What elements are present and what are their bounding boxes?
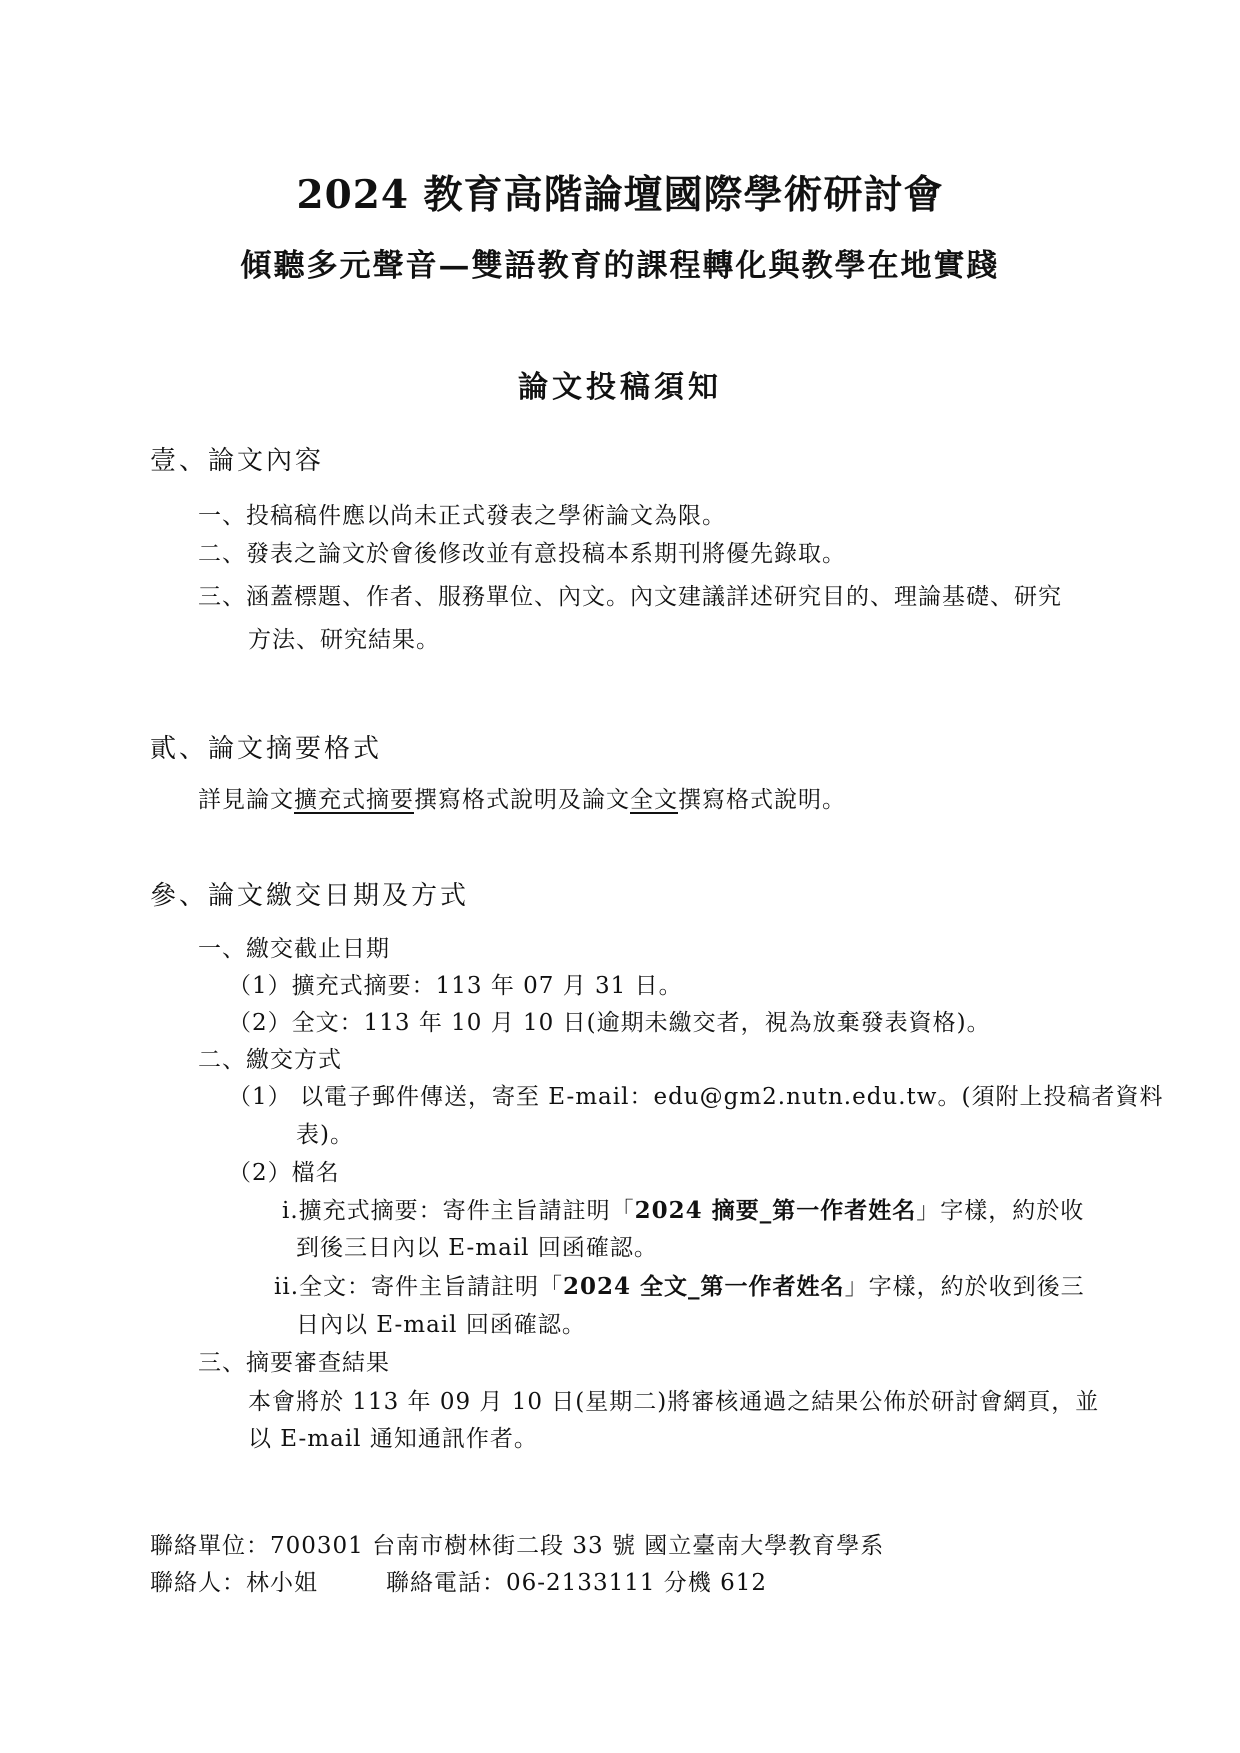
deadline-fullpaper: （2）全文：113 年 10 月 10 日(逾期未繳交者，視為放棄發表資格)。	[228, 1010, 991, 1036]
filename-fullpaper-cont: 日內以 E-mail 回函確認。	[296, 1312, 586, 1338]
method-title: 二、繳交方式	[198, 1047, 342, 1073]
deadline-title: 一、繳交截止日期	[198, 936, 390, 962]
list-item: 三、涵蓋標題、作者、服務單位、內文。內文建議詳述研究目的、理論基礎、研究	[198, 584, 1062, 610]
section-2-heading: 貳、論文摘要格式	[150, 734, 383, 764]
filename-fullpaper-post: 」字樣，約於收到後三	[844, 1274, 1085, 1300]
deadline-abstract: （1）擴充式摘要：113 年 07 月 31 日。	[228, 973, 683, 999]
contact-unit: 聯絡單位：700301 台南市樹林街二段 33 號 國立臺南大學教育學系	[150, 1533, 885, 1559]
filename-abstract-post: 」字樣，約於收	[916, 1198, 1085, 1224]
section-3-heading: 參、論文繳交日期及方式	[150, 881, 470, 911]
filename-abstract-cont: 到後三日內以 E-mail 回函確認。	[296, 1235, 658, 1261]
notice-heading: 論文投稿須知	[518, 370, 722, 405]
conference-title: 2024 教育高階論壇國際學術研討會	[296, 172, 944, 218]
contact-person: 聯絡人：林小姐	[150, 1570, 318, 1596]
format-text-mid: 撰寫格式說明及論文	[414, 787, 630, 813]
filename-fullpaper-pre: ii.全文：寄件主旨請註明「	[274, 1274, 564, 1300]
format-reference-line	[198, 781, 846, 814]
contact-phone: 聯絡電話：06-2133111 分機 612	[386, 1570, 767, 1596]
format-text-prefix: 詳見論文	[198, 787, 294, 813]
list-item-continuation: 方法、研究結果。	[248, 627, 440, 653]
full-paper-link[interactable]: 全文	[630, 787, 678, 813]
format-text-suffix: 撰寫格式說明。	[678, 787, 846, 813]
review-result-cont: 以 E-mail 通知通訊作者。	[248, 1426, 538, 1452]
method-email-cont: 表)。	[296, 1122, 354, 1148]
method-email: （1） 以電子郵件傳送，寄至 E-mail：edu@gm2.nutn.edu.tw。(須附上投稿者資料	[228, 1084, 1164, 1110]
filename-abstract-pre: i.擴充式摘要：寄件主旨請註明「	[282, 1198, 635, 1224]
extended-abstract-link[interactable]: 擴充式摘要	[294, 787, 414, 813]
filename-fullpaper	[274, 1268, 1085, 1301]
filename-title: （2）檔名	[228, 1160, 340, 1186]
list-item: 一、投稿稿件應以尚未正式發表之學術論文為限。	[198, 503, 726, 529]
section-1-heading: 壹、論文內容	[150, 446, 325, 476]
review-result: 本會將於 113 年 09 月 10 日(星期二)將審核通過之結果公佈於研討會網頁，並	[248, 1389, 1100, 1415]
conference-subtitle: 傾聽多元聲音—雙語教育的課程轉化與教學在地實踐	[240, 248, 1000, 284]
filename-fullpaper-pattern: 2024 全文_第一作者姓名	[563, 1273, 845, 1300]
filename-abstract	[282, 1192, 1084, 1225]
filename-abstract-pattern: 2024 摘要_第一作者姓名	[634, 1197, 917, 1224]
list-item: 二、發表之論文於會後修改並有意投稿本系期刊將優先錄取。	[198, 541, 846, 567]
review-title: 三、摘要審查結果	[198, 1350, 390, 1376]
